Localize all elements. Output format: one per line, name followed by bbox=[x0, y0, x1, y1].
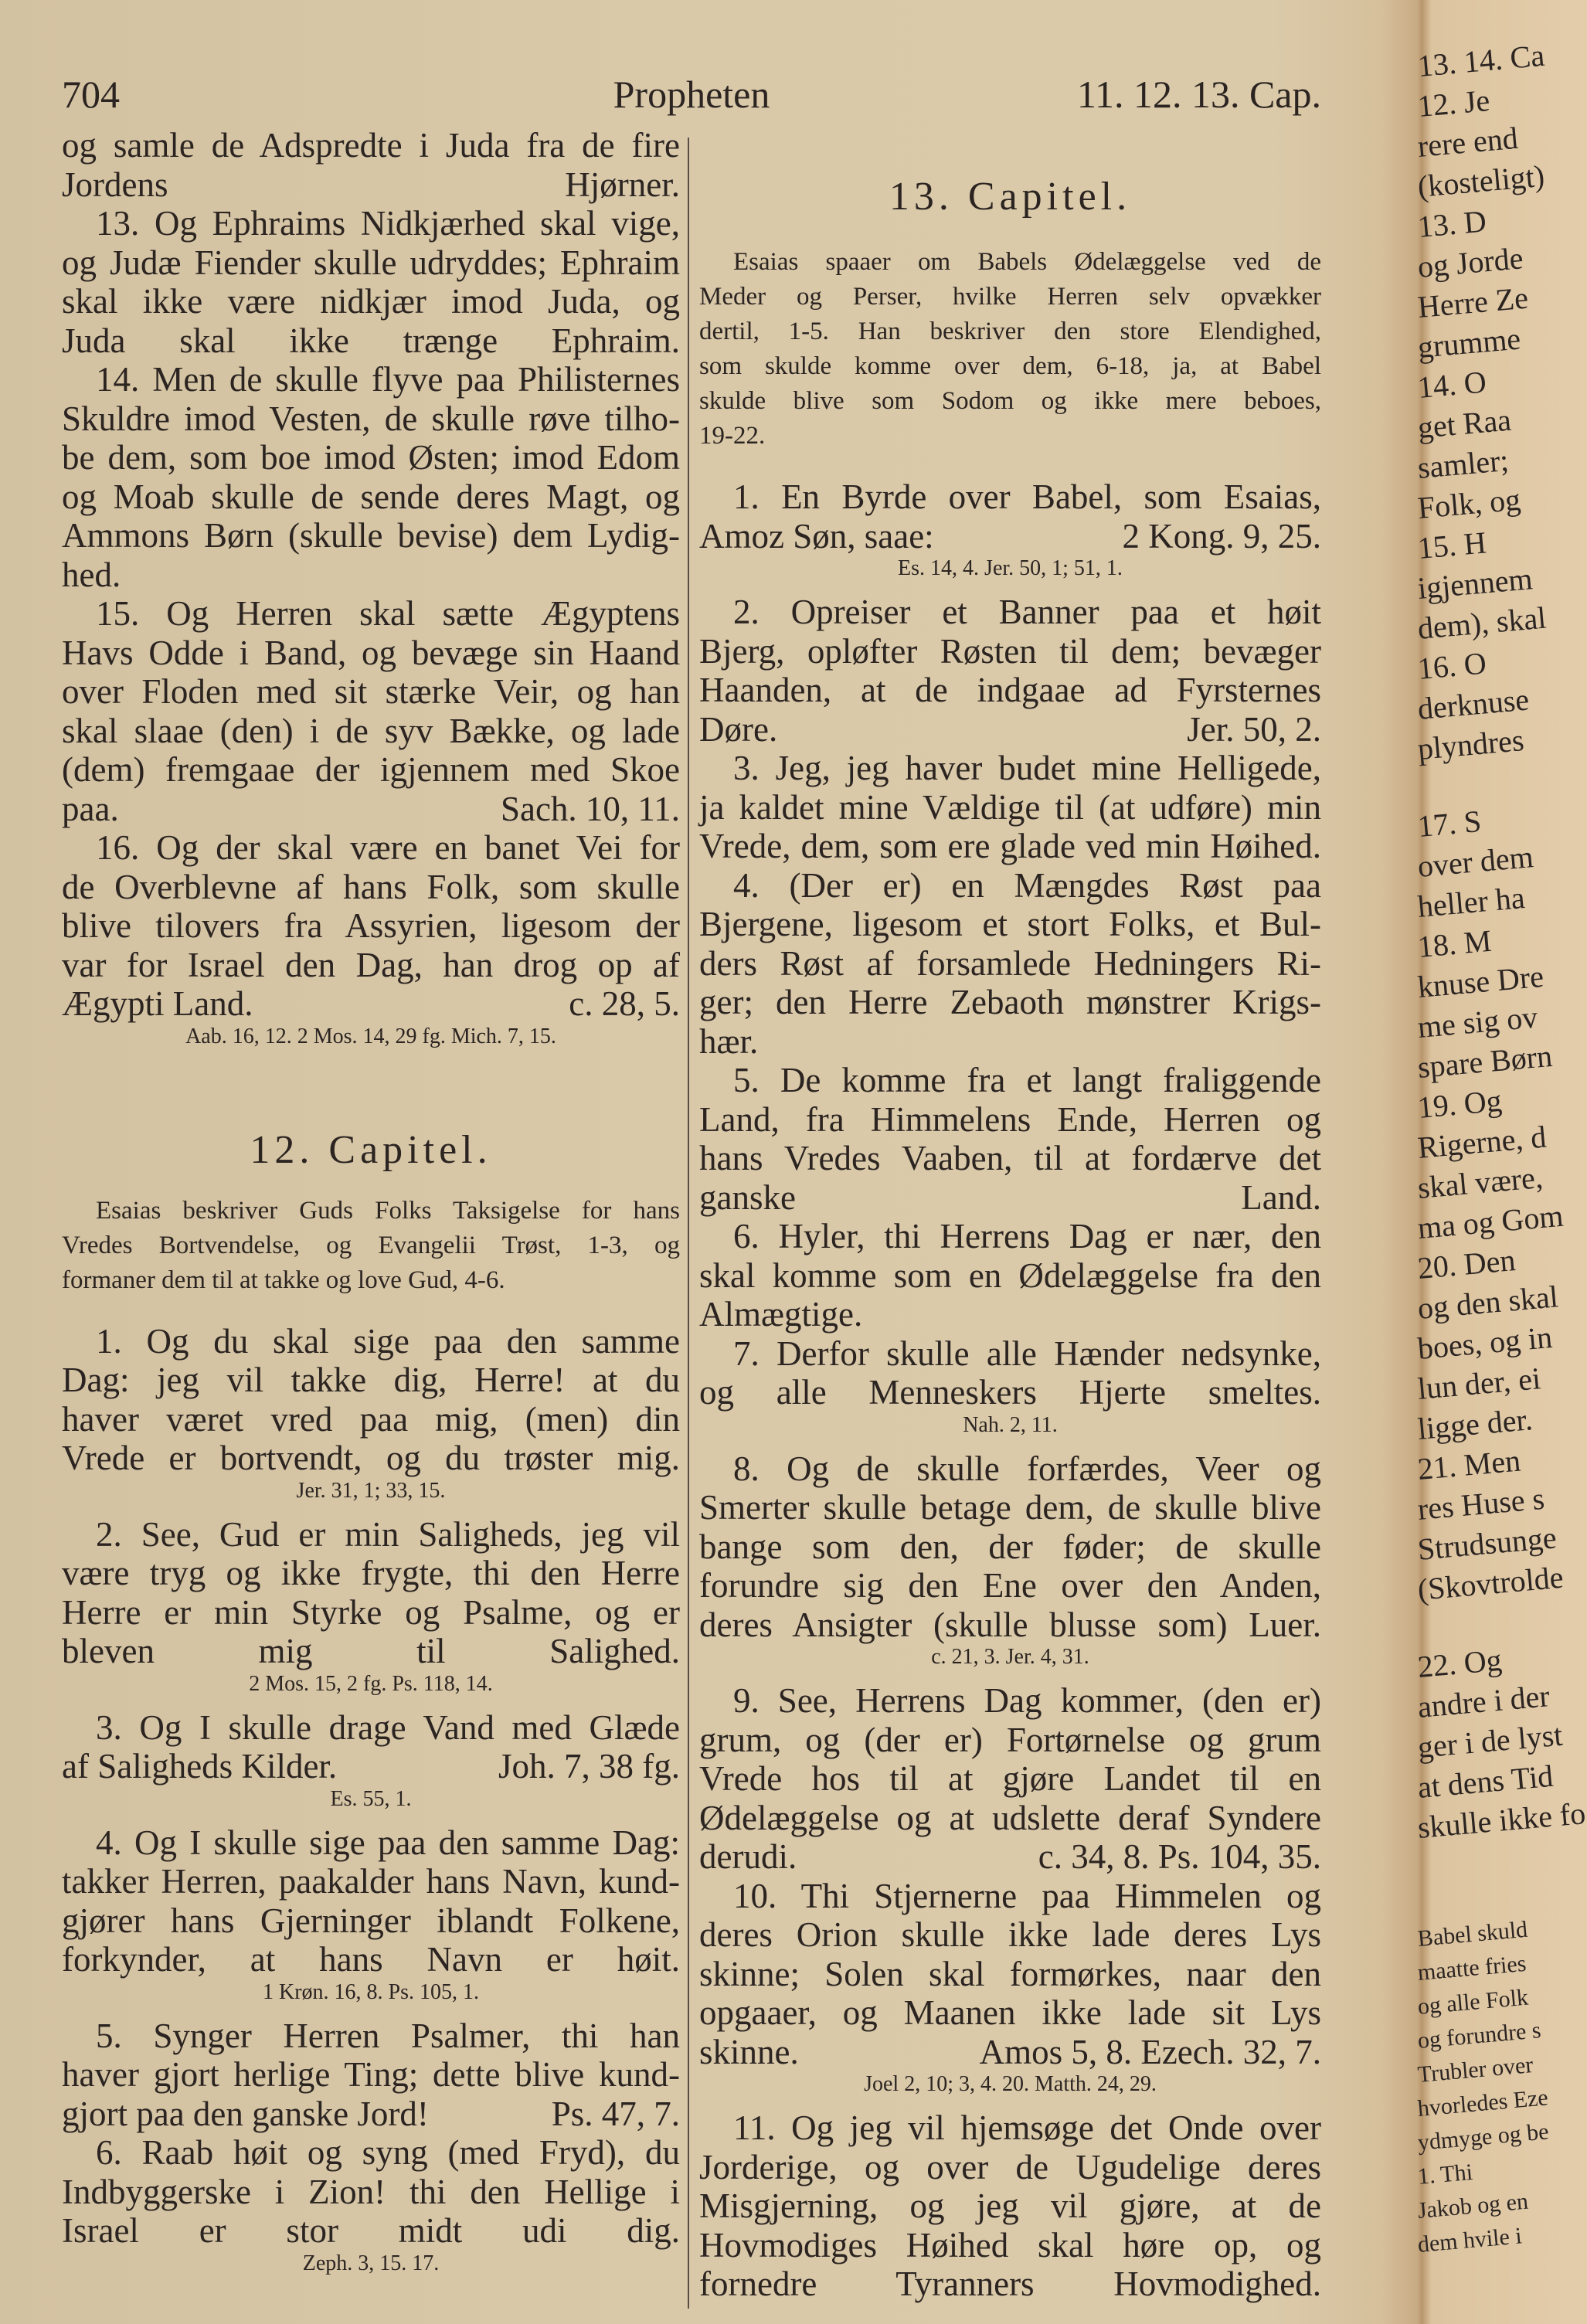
verse-line bbox=[62, 165, 680, 205]
verse-text: Vrede, dem, som ere glade ved min Høihed. bbox=[699, 827, 1321, 865]
cross-reference-line: Joel 2, 10; 3, 4. 20. Matth. 24, 29. bbox=[864, 2072, 1157, 2096]
running-title: Propheten bbox=[613, 73, 770, 116]
inline-cross-reference: c. 28, 5. bbox=[569, 984, 680, 1023]
verse-text: haver været vred paa mig, (men) din bbox=[62, 1399, 680, 1439]
facing-page-line: knuse Dre bbox=[1415, 958, 1545, 1004]
verse-text: skal slaae (den) i de syv Bække, og lade bbox=[62, 711, 680, 750]
verse-text: 6. Raab høit og syng (med Fryd), du bbox=[96, 2133, 680, 2172]
verse-line bbox=[699, 1022, 1321, 1062]
verse-line bbox=[699, 710, 1321, 749]
facing-page-line: heller ha bbox=[1415, 879, 1527, 924]
chapter-summary-line: Vredes Bortvendelse, og Evangelii Trøst, 1-3, og bbox=[62, 1231, 680, 1259]
chapter-summary-line: Esaias beskriver Guds Folks Taksigelse for hans bbox=[96, 1196, 680, 1225]
facing-page-line: ma og Gom bbox=[1415, 1198, 1565, 1245]
verse-text: 4. (Der er) en Mængdes Røst paa bbox=[733, 865, 1321, 905]
chapter-summary-line: Meder og Perser, hvilke Herren selv opvækker bbox=[699, 283, 1321, 311]
chapter-summary-line: 19-22. bbox=[699, 422, 766, 450]
verse-line bbox=[699, 1721, 1321, 1760]
facing-page-line: 13. 14. Ca bbox=[1415, 37, 1546, 83]
verse-line bbox=[699, 1100, 1321, 1140]
facing-page-line: (Skovtrolde bbox=[1415, 1559, 1565, 1607]
verse-line bbox=[62, 828, 680, 868]
chapter-summary-line: skulde blive som Sodom og ikke mere beboes, bbox=[699, 387, 1321, 415]
verse-line bbox=[699, 517, 1321, 556]
verse-text: 10. Thi Stjernerne paa Himmelen og bbox=[733, 1876, 1321, 1915]
verse-text: Bjergene, ligesom et stort Folks, et Bul- bbox=[699, 905, 1321, 943]
verse-line bbox=[62, 1439, 680, 1478]
verse-text: over Floden med sit stærke Veir, og han bbox=[62, 672, 680, 711]
cross-reference-line: Nah. 2, 11. bbox=[963, 1412, 1058, 1437]
facing-page-line: 17. S bbox=[1415, 803, 1483, 844]
chapter-summary-line: som skulde komme over dem, 6-18, ja, at Babel bbox=[699, 352, 1321, 380]
verse-text: be dem, som boe imod Østen; imod Edom bbox=[62, 438, 680, 477]
cross-reference-line: 2 Mos. 15, 2 fg. Ps. 118, 14. bbox=[249, 1671, 493, 1696]
verse-text: 14. Men de skulle flyve paa Philisternes bbox=[96, 360, 680, 399]
verse-line bbox=[62, 2173, 680, 2212]
verse-line bbox=[62, 126, 680, 165]
facing-page-line: lun der, ei bbox=[1415, 1361, 1542, 1406]
facing-page-line: 22. Og bbox=[1415, 1642, 1504, 1684]
verse-text: 6. Hyler, thi Herrens Dag er nær, den bbox=[733, 1217, 1321, 1255]
verse-line bbox=[62, 1515, 680, 1554]
verse-text: og Judæ Fiender skulle udryddes; Ephraim bbox=[62, 243, 680, 282]
inline-cross-reference: Jer. 50, 2. bbox=[1187, 709, 1321, 749]
facing-page-line: og Jorde bbox=[1415, 240, 1525, 284]
page-number: 704 bbox=[62, 73, 120, 116]
verse-text: 9. See, Herrens Dag kommer, (den er) bbox=[733, 1681, 1321, 1720]
verse-line bbox=[62, 594, 680, 634]
verse-text: og alle Menneskers Hjerte smeltes. bbox=[699, 1373, 1321, 1412]
chapter-heading: 12. Capitel. bbox=[250, 1127, 492, 1172]
verse-line bbox=[62, 634, 680, 673]
verse-line bbox=[62, 321, 680, 361]
verse-line bbox=[62, 1554, 680, 1593]
verse-line bbox=[62, 750, 680, 790]
verse-text: Jorderige, og over de Ugudelige deres bbox=[699, 2147, 1321, 2186]
verse-line bbox=[699, 671, 1321, 710]
verse-text: skinne. bbox=[699, 2032, 799, 2071]
verse-line bbox=[699, 1605, 1321, 1645]
verse-text: 11. Og jeg vil hjemsøge det Onde over bbox=[733, 2108, 1321, 2147]
facing-page-line: andre i der bbox=[1415, 1678, 1551, 1724]
facing-page-line: Folk, og bbox=[1415, 481, 1522, 525]
verse-text: Dag: jeg vil takke dig, Herre! at du bbox=[62, 1361, 680, 1399]
verse-line bbox=[62, 438, 680, 477]
verse-line bbox=[62, 243, 680, 283]
verse-line bbox=[699, 2148, 1321, 2187]
facing-page-line: res Huse s bbox=[1415, 1480, 1546, 1527]
facing-page-line: 14. O bbox=[1415, 364, 1488, 405]
verse-text: forkynder, at hans Navn er høit. bbox=[62, 1940, 680, 1979]
facing-page-line: og forundre s bbox=[1416, 2017, 1542, 2054]
verse-line bbox=[62, 1361, 680, 1400]
verse-line bbox=[699, 2033, 1321, 2072]
facing-page-line: 1. Thi bbox=[1416, 2159, 1474, 2190]
verse-line bbox=[62, 984, 680, 1024]
verse-line bbox=[699, 1759, 1321, 1799]
cross-reference-line: Es. 14, 4. Jer. 50, 1; 51, 1. bbox=[898, 556, 1123, 580]
facing-page-line: Jakob og en bbox=[1416, 2188, 1530, 2224]
inline-cross-reference: Ps. 47, 7. bbox=[551, 2094, 680, 2133]
facing-page-line: hvorledes Eze bbox=[1416, 2084, 1549, 2122]
verse-text: Ammons Børn (skulle bevise) dem Lydig- bbox=[62, 516, 680, 555]
verse-text: skinne; Solen skal formørkes, naar den bbox=[699, 1954, 1321, 1993]
facing-page-line: Herre Ze bbox=[1415, 280, 1530, 324]
verse-line bbox=[699, 1681, 1321, 1721]
chapter-summary-line: formaner dem til at takke og love Gud, 4-6. bbox=[62, 1266, 505, 1294]
verse-line bbox=[62, 477, 680, 517]
verse-line bbox=[62, 868, 680, 907]
verse-line bbox=[699, 944, 1321, 984]
verse-line bbox=[699, 1139, 1321, 1178]
chapter-heading: 13. Capitel. bbox=[889, 175, 1132, 219]
verse-line bbox=[699, 477, 1321, 517]
verse-text: ger; den Herre Zebaoth mønstrer Krigs- bbox=[699, 983, 1321, 1021]
verse-text: blive tilovers fra Assyrien, ligesom der bbox=[62, 906, 680, 945]
verse-text: og Moab skulle de sende deres Magt, og bbox=[62, 477, 680, 516]
verse-text: 5. Synger Herren Psalmer, thi han bbox=[96, 2016, 680, 2055]
verse-line bbox=[699, 2108, 1321, 2148]
inline-cross-reference: Amos 5, 8. Ezech. 32, 7. bbox=[979, 2032, 1321, 2071]
verse-text: af Saligheds Kilder. bbox=[62, 1747, 338, 1785]
verse-text: 5. De komme fra et langt fraliggende bbox=[733, 1061, 1321, 1099]
verse-line bbox=[699, 749, 1321, 788]
verse-line bbox=[699, 1915, 1321, 1955]
facing-page-line: plyndres bbox=[1415, 722, 1526, 766]
chapter-range: 11. 12. 13. Cap. bbox=[1076, 73, 1321, 116]
verse-line bbox=[62, 906, 680, 946]
column-divider bbox=[688, 138, 689, 2309]
verse-line bbox=[699, 1178, 1321, 1218]
verse-line bbox=[699, 788, 1321, 827]
verse-line bbox=[62, 1322, 680, 1361]
verse-text: opgaaer, og Maanen ikke lade sit Lys bbox=[699, 1993, 1321, 2032]
verse-line bbox=[62, 1400, 680, 1439]
verse-line bbox=[62, 516, 680, 556]
verse-line bbox=[699, 1527, 1321, 1567]
verse-text: haver gjort herlige Ting; dette blive kund- bbox=[62, 2055, 680, 2094]
verse-line bbox=[62, 204, 680, 243]
verse-text: paa. bbox=[62, 789, 119, 828]
verse-line bbox=[699, 1449, 1321, 1489]
verse-text: 2. Opreiser et Banner paa et høit bbox=[733, 593, 1321, 631]
verse-text: deres Orion skulle ikke lade deres Lys bbox=[699, 1915, 1321, 1954]
facing-page-line: skulle ikke fo bbox=[1415, 1796, 1587, 1845]
verse-line bbox=[62, 360, 680, 399]
verse-text: Land, fra Himmelens Ende, Herren og bbox=[699, 1099, 1321, 1139]
facing-page-line: ydmyge og be bbox=[1416, 2118, 1550, 2156]
verse-line bbox=[699, 1566, 1321, 1605]
verse-line bbox=[699, 1061, 1321, 1100]
facing-page-line: rere end bbox=[1415, 120, 1520, 164]
verse-text: Vrede er bortvendt, og du trøster mig. bbox=[62, 1439, 680, 1477]
facing-page-line: grumme bbox=[1415, 321, 1522, 365]
verse-line bbox=[62, 2095, 680, 2134]
verse-text: Ægypti Land. bbox=[62, 984, 253, 1023]
verse-line bbox=[699, 1217, 1321, 1256]
verse-text: bleven mig til Salighed. bbox=[62, 1632, 680, 1670]
inline-cross-reference: 2 Kong. 9, 25. bbox=[1122, 516, 1321, 556]
facing-page-line: maatte fries bbox=[1416, 1950, 1528, 1986]
verse-text: 15. Og Herren skal sætte Ægyptens bbox=[96, 594, 680, 633]
verse-text: 4. Og I skulle sige paa den samme Dag: bbox=[96, 1823, 680, 1862]
verse-line bbox=[699, 1295, 1321, 1334]
facing-page-line: Rigerne, d bbox=[1415, 1119, 1548, 1165]
facing-page-line: Babel skuld bbox=[1416, 1916, 1529, 1952]
verse-text: Misgjerning, og jeg vil gjøre, at de bbox=[699, 2186, 1321, 2225]
verse-line bbox=[699, 1993, 1321, 2033]
verse-text: Haanden, at de indgaae ad Fyrsternes bbox=[699, 671, 1321, 709]
verse-line bbox=[62, 1593, 680, 1633]
facing-page-line: spare Børn bbox=[1415, 1038, 1554, 1085]
verse-line bbox=[62, 2211, 680, 2251]
verse-text: ja kaldet mine Vældige til (at udføre) min bbox=[699, 787, 1321, 827]
verse-text: bange som den, der føder; de skulle bbox=[699, 1527, 1321, 1566]
verse-line bbox=[699, 1373, 1321, 1412]
verse-line bbox=[62, 1632, 680, 1671]
verse-text: hær. bbox=[699, 1021, 759, 1061]
facing-page-line: derknuse bbox=[1415, 681, 1531, 726]
verse-text: Almægtige. bbox=[699, 1295, 863, 1334]
verse-line bbox=[62, 672, 680, 712]
verse-text: 1. Og du skal sige paa den samme bbox=[96, 1321, 680, 1361]
inline-cross-reference: Joh. 7, 38 fg. bbox=[498, 1747, 680, 1785]
verse-line bbox=[62, 946, 680, 985]
verse-line bbox=[699, 983, 1321, 1022]
verse-text: derudi. bbox=[699, 1837, 797, 1876]
verse-text: 1. En Byrde over Babel, som Esaias, bbox=[733, 477, 1321, 516]
verse-text: grum, og (der er) Fortørnelse og grum bbox=[699, 1720, 1321, 1759]
verse-text: Døre. bbox=[699, 709, 778, 749]
facing-page-line: igjennem bbox=[1415, 561, 1534, 606]
verse-line bbox=[699, 1877, 1321, 1916]
verse-line bbox=[699, 1488, 1321, 1527]
verse-text: skal ikke være nidkjær imod Juda, og bbox=[62, 282, 680, 321]
facing-page bbox=[1415, 37, 1587, 2324]
chapter-summary-line: Esaias spaaer om Babels Ødelæggelse ved de bbox=[733, 248, 1321, 276]
facing-page-line: Trubler over bbox=[1416, 2052, 1534, 2088]
facing-page-line: boes, og in bbox=[1415, 1319, 1554, 1366]
verse-text: være tryg og ikke frygte, thi den Herre bbox=[62, 1554, 680, 1592]
facing-page-line: Strudsunge bbox=[1415, 1520, 1558, 1567]
verse-line bbox=[699, 866, 1321, 905]
cross-reference-line: Zeph. 3, 15. 17. bbox=[302, 2251, 440, 2275]
verse-text: 7. Derfor skulle alle Hænder nedsynke, bbox=[733, 1334, 1321, 1373]
cross-reference-line: Aab. 16, 12. 2 Mos. 14, 29 fg. Mich. 7, 15. bbox=[185, 1024, 556, 1048]
verse-text: gjører hans Gjerninger iblandt Folkene, bbox=[62, 1901, 680, 1940]
facing-page-line: (kosteligt) bbox=[1415, 158, 1546, 204]
verse-text: (dem) fremgaae der igjennem med Skoe bbox=[62, 750, 680, 789]
verse-text: Herre er min Styrke og Psalme, og er bbox=[62, 1592, 680, 1632]
verse-text: Israel er stor midt udi dig. bbox=[62, 2211, 680, 2250]
verse-line bbox=[62, 282, 680, 321]
inline-cross-reference: c. 34, 8. Ps. 104, 35. bbox=[1038, 1837, 1321, 1876]
verse-line bbox=[62, 1940, 680, 1979]
verse-line bbox=[62, 1862, 680, 1901]
facing-page-line: 15. H bbox=[1415, 525, 1488, 566]
verse-line bbox=[699, 593, 1321, 632]
verse-text: Hovmodiges Høihed skal høre op, og bbox=[699, 2225, 1321, 2265]
left-column bbox=[62, 126, 680, 2288]
facing-page-line: 16. O bbox=[1415, 645, 1488, 686]
verse-line bbox=[62, 1901, 680, 1941]
verse-text: ganske Land. bbox=[699, 1177, 1321, 1217]
facing-page-line: skal være, bbox=[1415, 1159, 1545, 1205]
verse-text: 8. Og de skulle forfærdes, Veer og bbox=[733, 1449, 1321, 1488]
verse-text: de Overblevne af hans Folk, som skulle bbox=[62, 867, 680, 906]
cross-reference-line: Es. 55, 1. bbox=[330, 1786, 412, 1811]
verse-text: skal komme som en Ødelæggelse fra den bbox=[699, 1255, 1321, 1295]
facing-page-line: dem), skal bbox=[1415, 600, 1548, 646]
facing-page-line: 13. D bbox=[1415, 203, 1488, 244]
verse-text: Vrede hos til at gjøre Landet til en bbox=[699, 1759, 1321, 1798]
facing-page-line: ligge der. bbox=[1415, 1402, 1534, 1446]
verse-line bbox=[62, 1823, 680, 1863]
verse-line bbox=[699, 2265, 1321, 2304]
verse-line bbox=[62, 1708, 680, 1748]
verse-line bbox=[62, 790, 680, 829]
verse-text: forundre sig den Ene over den Anden, bbox=[699, 1566, 1321, 1605]
verse-text: Amoz Søn, saae: bbox=[699, 516, 934, 556]
verse-text: ders Røst af forsamlede Hedningers Ri- bbox=[699, 943, 1321, 983]
verse-line bbox=[699, 905, 1321, 944]
verse-line bbox=[699, 2226, 1321, 2265]
cross-reference-line: Jer. 31, 1; 33, 15. bbox=[296, 1478, 446, 1503]
chapter-summary-line: dertil, 1-5. Han beskriver den store Elendighed, bbox=[699, 318, 1321, 345]
verse-text: var for Israel den Dag, han drog op af bbox=[62, 945, 680, 984]
verse-text: hans Vredes Vaaben, til at fordærve det bbox=[699, 1139, 1321, 1177]
facing-page-line: at dens Tid bbox=[1415, 1758, 1555, 1805]
verse-line bbox=[62, 2055, 680, 2095]
verse-text: 16. Og der skal være en banet Vei for bbox=[96, 828, 680, 867]
verse-line bbox=[699, 1955, 1321, 1994]
verse-text: takker Herren, paakalder hans Navn, kund- bbox=[62, 1862, 680, 1901]
facing-page-line: get Raa bbox=[1415, 402, 1513, 445]
verse-text: 13. Og Ephraims Nidkjærhed skal vige, bbox=[96, 204, 680, 243]
verse-text: deres Ansigter (skulle blusse som) Luer. bbox=[699, 1605, 1321, 1644]
verse-text: 3. Og I skulle drage Vand med Glæde bbox=[96, 1707, 680, 1747]
facing-page-line: 20. Den bbox=[1415, 1242, 1517, 1286]
verse-line bbox=[62, 712, 680, 751]
verse-line bbox=[62, 1747, 680, 1786]
verse-line bbox=[62, 399, 680, 439]
facing-page-line: me sig ov bbox=[1415, 999, 1539, 1045]
verse-line bbox=[699, 1256, 1321, 1296]
facing-page-line: samler; bbox=[1415, 442, 1511, 485]
facing-page-line: 19. Og bbox=[1415, 1082, 1504, 1125]
verse-text: gjort paa den ganske Jord! bbox=[62, 2094, 429, 2133]
verse-line bbox=[699, 827, 1321, 866]
verse-text: Indbyggerske i Zion! thi den Hellige i bbox=[62, 2172, 680, 2211]
facing-page-line: og alle Folk bbox=[1416, 1984, 1530, 2020]
verse-line bbox=[699, 632, 1321, 671]
verse-line bbox=[62, 2017, 680, 2056]
verse-text: Smerter skulle betage dem, de skulle blive bbox=[699, 1488, 1321, 1527]
verse-text: fornedre Tyranners Hovmodighed. bbox=[699, 2265, 1321, 2303]
verse-text: Skuldre imod Vesten, de skulle røve tilho- bbox=[62, 399, 680, 438]
verse-text: Havs Odde i Band, og bevæge sin Haand bbox=[62, 633, 680, 672]
verse-text: Bjerg, opløfter Røsten til dem; bevæger bbox=[699, 631, 1321, 671]
verse-line bbox=[62, 556, 680, 595]
facing-page-line: 18. M bbox=[1415, 922, 1494, 964]
inline-cross-reference: Sach. 10, 11. bbox=[500, 789, 680, 828]
verse-text: 2. See, Gud er min Saligheds, jeg vil bbox=[96, 1514, 680, 1554]
verse-text: Ødelæggelse og at udslette deraf Syndere bbox=[699, 1798, 1321, 1837]
verse-line bbox=[699, 1334, 1321, 1374]
verse-text: hed. bbox=[62, 555, 121, 594]
facing-page-line: 21. Men bbox=[1415, 1442, 1522, 1486]
verse-line bbox=[699, 1837, 1321, 1877]
verse-line bbox=[62, 2133, 680, 2173]
verse-text: Juda skal ikke trænge Ephraim. bbox=[62, 321, 680, 360]
facing-page-line: 12. Je bbox=[1415, 82, 1491, 124]
facing-page-line: over dem bbox=[1415, 839, 1535, 884]
verse-text: og samle de Adspredte i Juda fra de fire bbox=[62, 126, 680, 165]
right-column bbox=[699, 126, 1321, 2304]
facing-page-line: dem hvile i bbox=[1416, 2223, 1523, 2258]
verse-line bbox=[699, 1799, 1321, 1838]
verse-text: Jordens Hjørner. bbox=[62, 165, 680, 204]
cross-reference-line: c. 21, 3. Jer. 4, 31. bbox=[931, 1645, 1089, 1669]
facing-page-line: og den skal bbox=[1415, 1279, 1560, 1326]
facing-page-line: ger i de lyst bbox=[1415, 1717, 1564, 1765]
verse-text: 3. Jeg, jeg haver budet mine Helligede, bbox=[733, 749, 1321, 787]
cross-reference-line: 1 Krøn. 16, 8. Ps. 105, 1. bbox=[262, 1979, 479, 2004]
verse-line bbox=[699, 2186, 1321, 2226]
